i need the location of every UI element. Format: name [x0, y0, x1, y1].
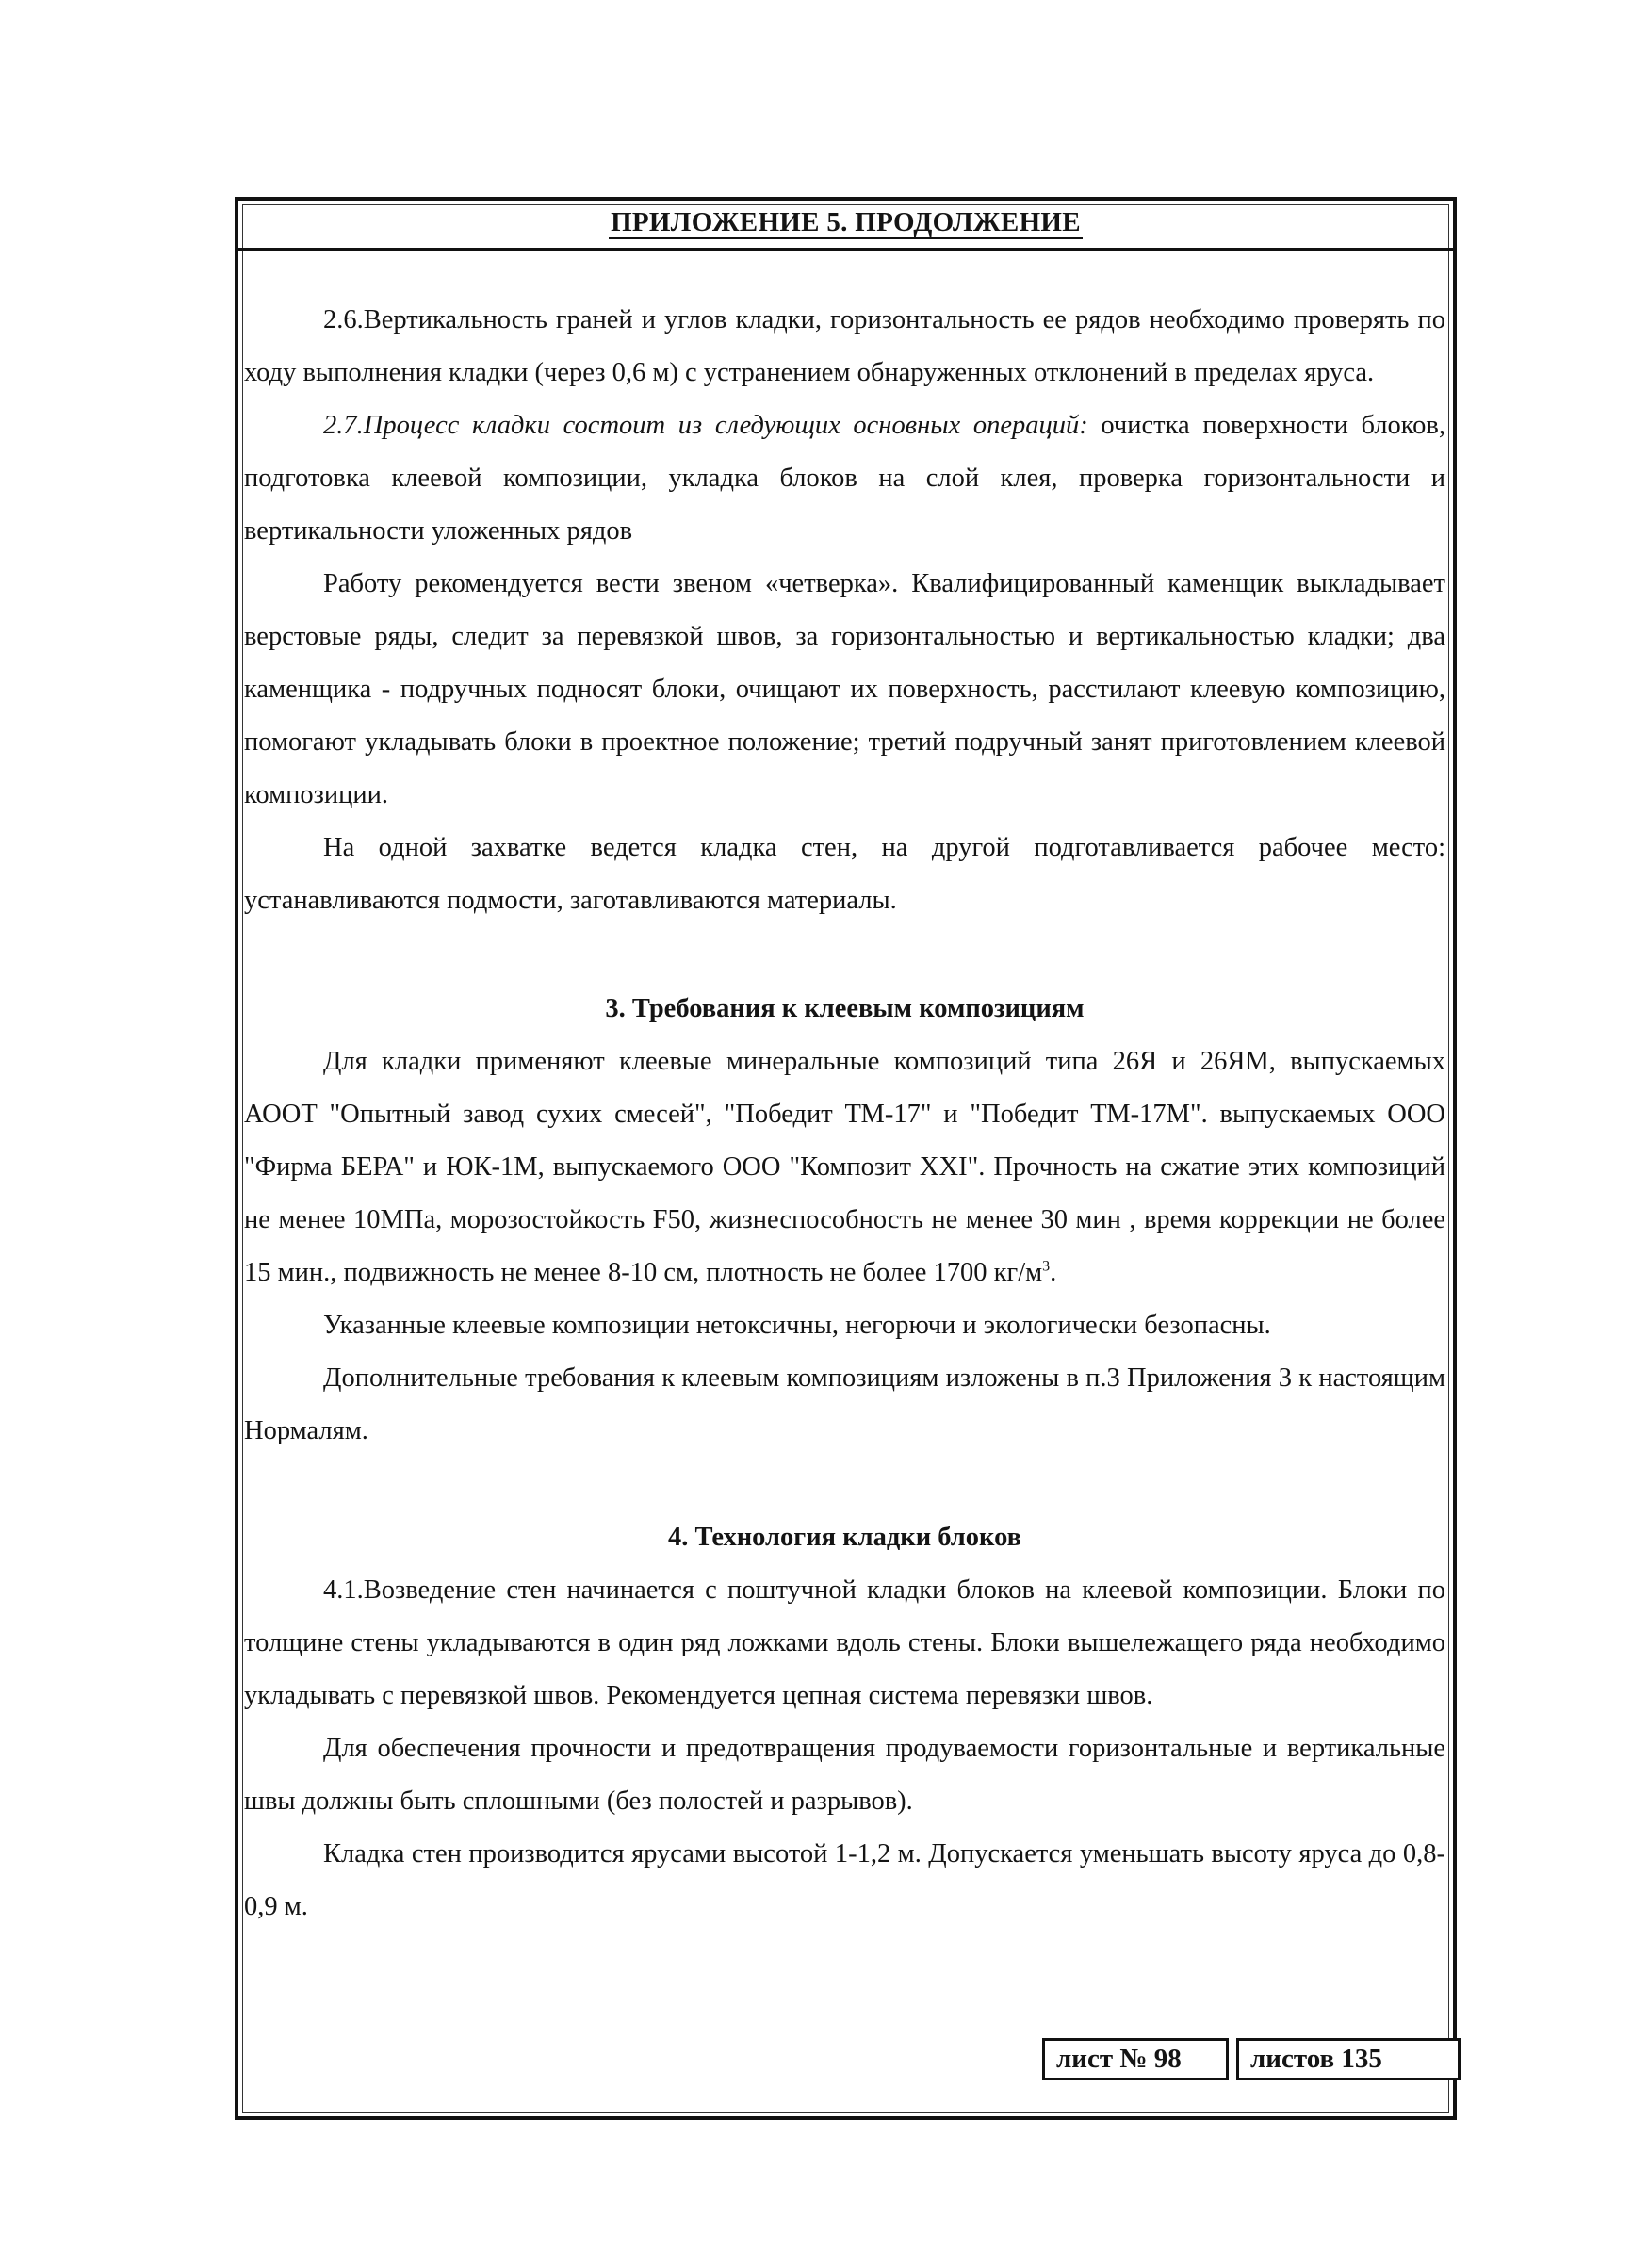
paragraph-4-3: Кладка стен производится ярусами высотой 1-1,2 м. Допускается уменьшать высоту яруса до 0,8-0,9 м. [244, 1839, 1445, 1921]
paragraph-zahvatka: На одной захватке ведется кладка стен, на другой подготавливается рабочее место: устанавливаются подмости, заготавливаются материалы. [244, 833, 1445, 915]
paragraph-3-1 [244, 1036, 1445, 1299]
document-body [238, 248, 1453, 2116]
sheet-total-box [1236, 2038, 1461, 2080]
paragraph-2-7-lead: 2.7.Процесс кладки состоит из следующих основных операций: [323, 411, 1102, 440]
document-frame [235, 197, 1457, 2120]
paragraph-3-1-superscript: 3 [1042, 1258, 1051, 1275]
sheet-total: листов 135 [1250, 2044, 1382, 2074]
paragraph-2-7 [244, 400, 1445, 558]
paragraph-2-7-rest: очистка поверхности блоков, подготовка клеевой композиции, укладка блоков на слой клея, проверка горизонтальности и вертикальности уложенных рядов [244, 411, 1445, 546]
paragraph-3-3: Дополнительные требования к клеевым композициям изложены в п.3 Приложения 3 к настоящим Нормалям. [244, 1363, 1445, 1445]
paragraph-3-1-end: . [1050, 1258, 1057, 1287]
section-heading-3: 3. Требования к клеевым композициям [605, 994, 1085, 1023]
section-heading-4: 4. Технология кладки блоков [668, 1523, 1021, 1552]
paragraph-4-2: Для обеспечения прочности и предотвращения продуваемости горизонтальные и вертикальные швы должны быть сплошными (без полостей и разрывов). [244, 1734, 1445, 1816]
header-title: ПРИЛОЖЕНИЕ 5. ПРОДОЛЖЕНИЕ [611, 207, 1081, 237]
paragraph-4-1: 4.1.Возведение стен начинается с поштучной кладки блоков на клеевой композиции. Блоки по толщине стены укладываются в один ряд ложками вдоль стены. Блоки вышележащего ряда необходимо укладывать с перевязкой швов. Рекомендуется цепная система перевязки швов. [244, 1575, 1445, 1710]
sheet-number: лист № 98 [1056, 2044, 1182, 2074]
paragraph-3-1-text: Для кладки применяют клеевые минеральные композиций типа 26Я и 26ЯМ, выпускаемых АООТ "Опытный завод сухих смесей", "Победит ТМ-17" и "Победит ТМ-17М". выпускаемых ООО "Фирма БЕРА" и ЮК-1М, выпускаемого ООО "Композит XXI". Прочность на сжатие этих композиций не менее 10МПа, морозостойкость F50, жизнеспособность не менее 30 мин , время коррекции не более 15 мин., подвижность не менее 8-10 см, плотность не более 1700 кг/м [244, 1047, 1445, 1287]
paragraph-3-2: Указанные клеевые композиции нетоксичны, негорючи и экологически безопасны. [323, 1311, 1271, 1340]
sheet-number-box [1042, 2038, 1229, 2080]
paragraph-team: Работу рекомендуется вести звеном «четверка». Квалифицированный каменщик выкладывает верстовые ряды, следит за перевязкой швов, за горизонтальностью и вертикальностью кладки; два каменщика - подручных подносят блоки, очищают их поверхность, расстилают клеевую композицию, помогают укладывать блоки в проектное положение; третий подручный занят приготовлением клеевой композиции. [244, 569, 1445, 809]
page-header [238, 201, 1453, 251]
paragraph-2-6: 2.6.Вертикальность граней и углов кладки, горизонтальность ее рядов необходимо проверять по ходу выполнения кладки (через 0,6 м) с устранением обнаруженных отклонений в пределах яруса. [244, 305, 1445, 387]
